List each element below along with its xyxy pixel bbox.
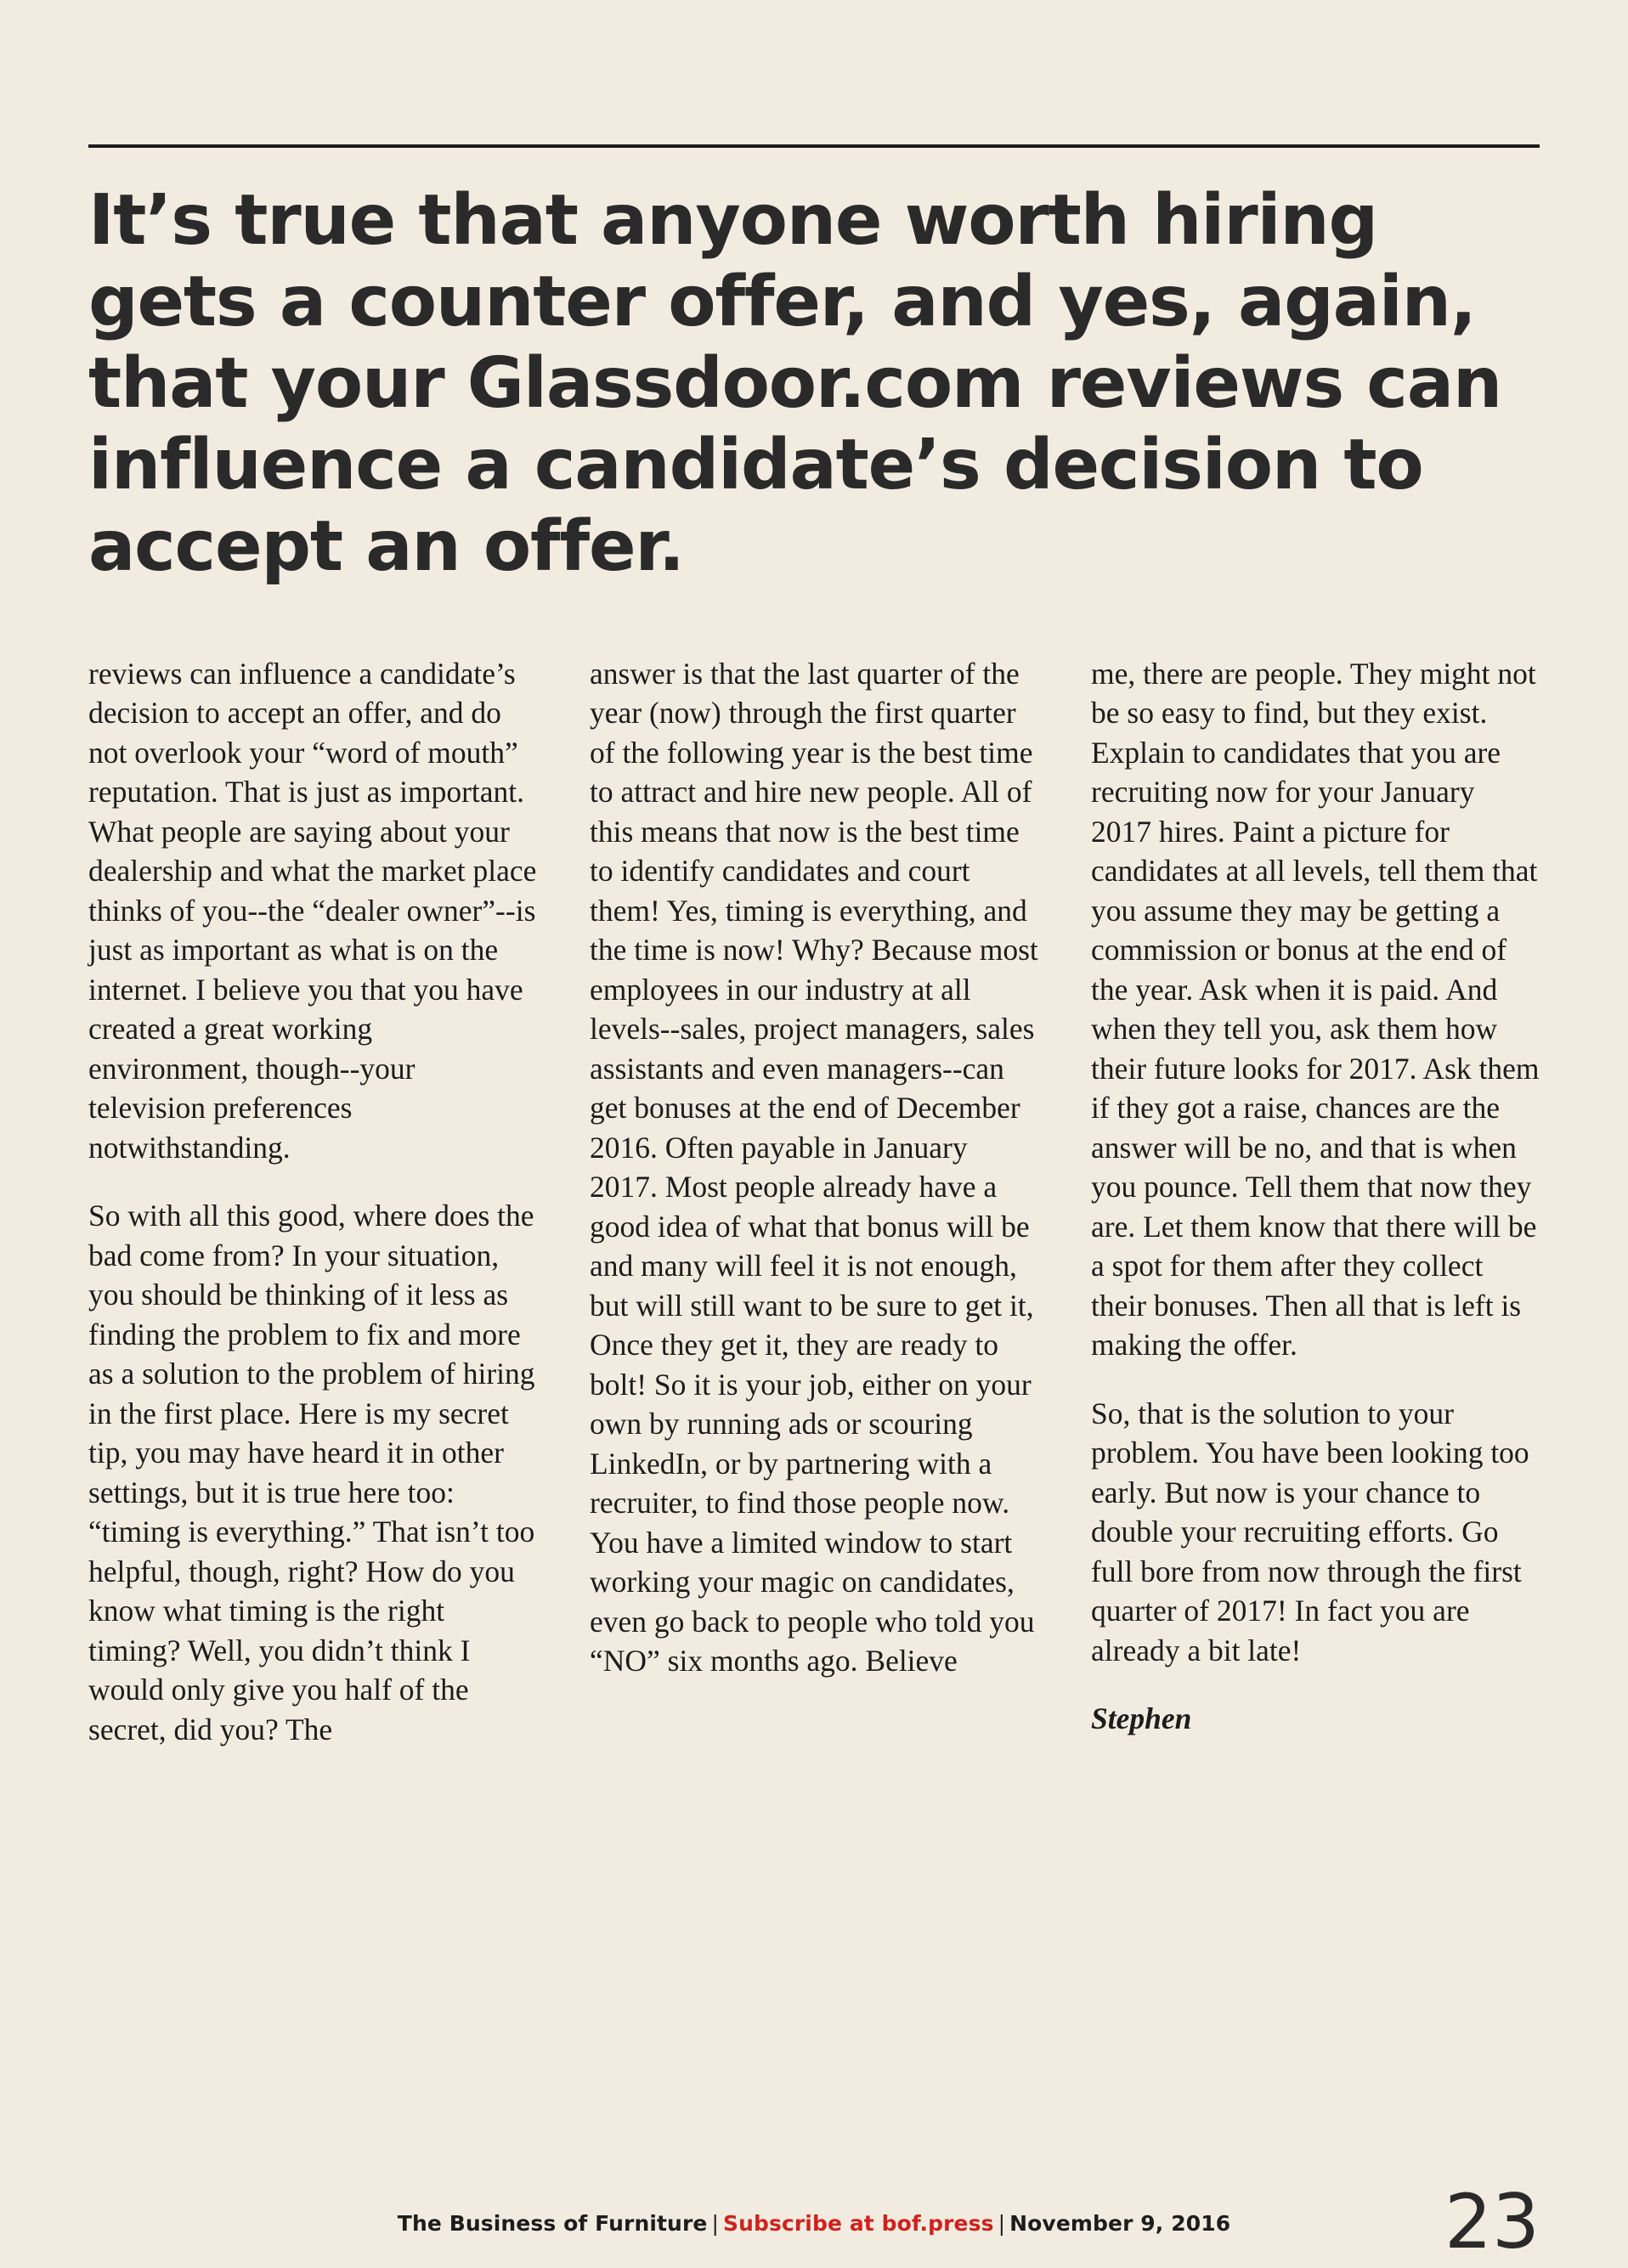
- footer-separator: |: [711, 2211, 719, 2236]
- article-column-2: [590, 654, 1038, 1750]
- header-rule: [88, 144, 1540, 148]
- page-number: 23: [1444, 2178, 1540, 2265]
- paragraph: answer is that the last quarter of the year (now) through the first quarter of the following year is the best time to attract and hire new people. All of this means that now is the best time to identify candidates and court them! Yes, timing is everything, and the time is now! Why? Because most employees in our industry at all levels--sales, project managers, sales assistants and even managers--can get bonuses at the end of December 2016. Often payable in January 2017. Most people already have a good idea of what that bonus will be and many will feel it is not enough, but will still want to be sure to get it, Once they get it, they are ready to bolt! So it is your job, either on your own by running ads or scouring LinkedIn, or by partnering with a recruiter, to find those people now. You have a limited window to start working your magic on candidates, even go back to people who told you “NO” six months ago. Believe: [590, 656, 1038, 1678]
- footer-separator: |: [998, 2211, 1006, 2236]
- article-column-3: [1091, 654, 1540, 1750]
- author-signature: Stephen: [1091, 1701, 1192, 1736]
- footer-publication: The Business of Furniture: [397, 2211, 708, 2236]
- subscribe-link[interactable]: Subscribe at bof.press: [722, 2211, 994, 2236]
- paragraph: me, there are people. They might not be so easy to find, but they exist. Explain to candidates that you are recruiting now for your January 2017 hires. Paint a picture for candidates at all levels, tell them that you assume they may be getting a commission or bonus at the end of the year. Ask when it is paid. And when they tell you, ask them how their future looks for 2017. Ask them if they got a raise, chances are the answer will be no, and that is when you pounce. Tell them that now they are. Let them know that there will be a spot for them after they collect their bonuses. Then all that is left is making the offer.: [1091, 656, 1540, 1362]
- footer-credits: [0, 2211, 1628, 2236]
- article-body: [88, 654, 1540, 1750]
- page-footer: [0, 2211, 1628, 2236]
- page-title: It’s true that anyone worth hiring gets a counter offer, and yes, again, that your Glassdoor.com reviews can influence a candidate’s decision to accept an offer.: [88, 180, 1502, 587]
- paragraph: reviews can influence a candidate’s decision to accept an offer, and do not overlook your “word of mouth” reputation. That is just as important. What people are saying about your dealership and what the market place thinks of you--the “dealer owner”--is just as important as what is on the internet. I believe you that you have created a great working environment, though--your television preferences notwithstanding.: [88, 656, 537, 1165]
- footer-date: November 9, 2016: [1009, 2211, 1231, 2236]
- paragraph: So, that is the solution to your problem. You have been looking too early. But now is your chance to double your recruiting efforts. Go full bore from now through the first quarter of 2017! In fact you are already a bit late!: [1091, 1396, 1529, 1667]
- paragraph: So with all this good, where does the bad come from? In your situation, you should be thinking of it less as finding the problem to fix and more as a solution to the problem of hiring in the first place. Here is my secret tip, you may have heard it in other settings, but it is true here too: “timing is everything.” That isn’t too helpful, though, right? How do you know what timing is the right timing? Well, you didn’t think I would only give you half of the secret, did you? The: [88, 1199, 535, 1746]
- article-column-1: [88, 654, 537, 1750]
- article-page: [0, 144, 1628, 2268]
